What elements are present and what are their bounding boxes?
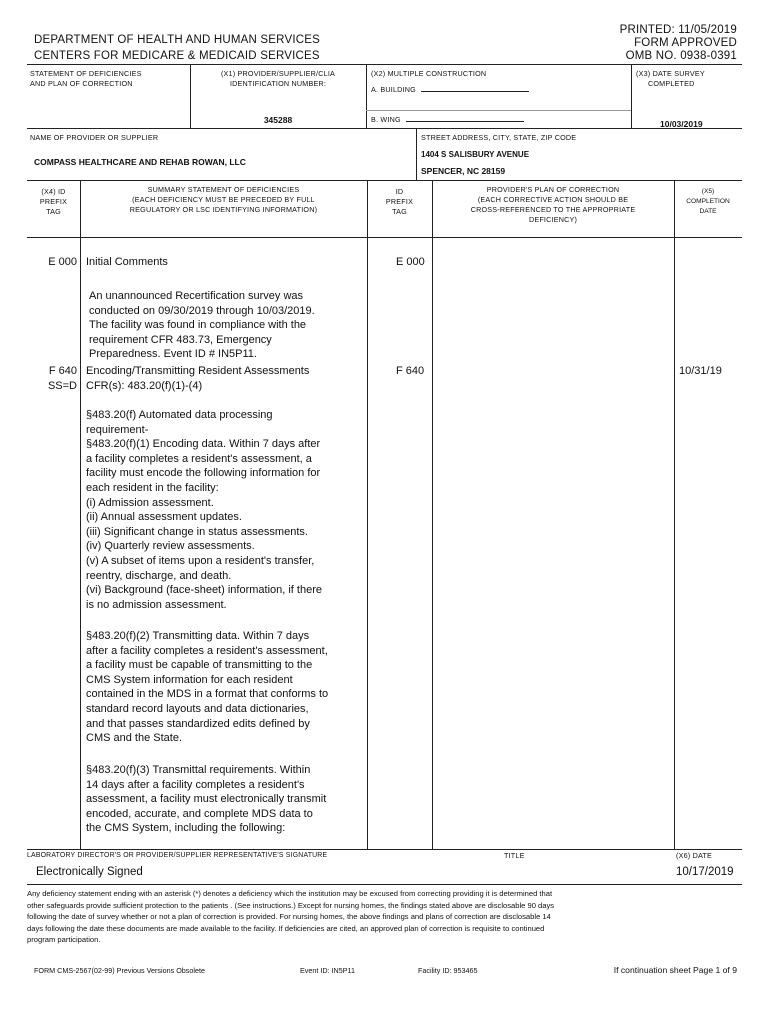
x3-label: (X3) DATE SURVEY COMPLETED: [636, 69, 705, 88]
statement-label: STATEMENT OF DEFICIENCIES AND PLAN OF CORRECTION: [30, 69, 142, 88]
provider-name-label: NAME OF PROVIDER OR SUPPLIER: [30, 133, 159, 142]
cms-title: CENTERS FOR MEDICARE & MEDICAID SERVICES: [34, 50, 320, 62]
e000-tag: E 000: [48, 256, 77, 268]
summary-header: SUMMARY STATEMENT OF DEFICIENCIES (EACH DEFICIENCY MUST BE PRECEDED BY FULL REGULATORY OR LSC IDENTIFYING INFORMATION): [129, 185, 318, 214]
regulation-paragraph-3: §483.20(f)(3) Transmittal requirements. Within 14 days after a facility completes a resident's assessment, a facility must electronically transmit encoded, accurate, and complete MDS data to the CMS System, including the following:: [86, 764, 327, 835]
printed-date: PRINTED: 11/05/2019: [619, 24, 737, 36]
facility-id: Facility ID: 953465: [418, 966, 478, 975]
form-approved: FORM APPROVED: [634, 37, 737, 49]
f640-scope-severity: SS=D: [47, 380, 77, 392]
signature-value: Electronically Signed: [36, 866, 143, 878]
building-field: A. BUILDING: [371, 84, 529, 95]
signature-date: 10/17/2019: [676, 866, 734, 878]
address-label: STREET ADDRESS, CITY, STATE, ZIP CODE: [421, 133, 577, 142]
f640-title: Encoding/Transmitting Resident Assessments CFR(s): 483.20(f)(1)-(4): [86, 365, 310, 392]
e000-tag-right: E 000: [396, 256, 425, 268]
regulation-paragraph-2: §483.20(f)(2) Transmitting data. Within 7 days after a facility completes a resident's assessment, a facility must be capable of transmitting to the CMS System information for each resident contained in the MDS in a format that conforms to standard record layouts and data dictionaries, and that passes standardized edits defined by CMS and the State.: [86, 630, 329, 745]
regulation-paragraph-1: §483.20(f) Automated data processing requirement- §483.20(f)(1) Encoding data. Within 7 days after a facility completes a resident's assessment, a facility must encode the following information for each resident in the facility: (i) Admission assessment. (ii) Annual assessment updates. (iii) Significant change in status assessments. (iv) Quarterly review assessments. (v) A subset of items upon a resident's transfer, reentry, discharge, and death. (vi) Background (face-sheet) information, if there is no admission assessment.: [86, 409, 322, 611]
page-number: If continuation sheet Page 1 of 9: [613, 965, 737, 975]
survey-completed-date: 10/03/2019: [660, 119, 703, 129]
title-label: TITLE: [504, 851, 525, 860]
plan-header: PROVIDER'S PLAN OF CORRECTION (EACH CORRECTIVE ACTION SHOULD BE CROSS-REFERENCED TO THE APPROPRIATE DEFICIENCY): [470, 185, 636, 224]
x2-label: (X2) MULTIPLE CONSTRUCTION: [371, 69, 487, 78]
x4-header: (X4) ID PREFIX TAG: [39, 187, 68, 216]
signature-label: LABORATORY DIRECTOR'S OR PROVIDER/SUPPLIER REPRESENTATIVE'S SIGNATURE: [27, 852, 328, 859]
x1-label: (X1) PROVIDER/SUPPLIER/CLIA IDENTIFICATION NUMBER:: [220, 69, 336, 88]
x1-id-number: 345288: [263, 115, 293, 125]
completion-date-header: (X5) COMPLETION DATE: [686, 188, 730, 215]
city-state-zip: SPENCER, NC 28159: [421, 166, 506, 176]
signature-date-label: (X6) DATE: [676, 851, 713, 860]
form-number: FORM CMS-2567(02-99) Previous Versions Obsolete: [34, 966, 205, 975]
department-title: DEPARTMENT OF HEALTH AND HUMAN SERVICES: [34, 34, 320, 46]
event-id: Event ID: IN5P11: [300, 966, 355, 975]
e000-title: Initial Comments: [86, 256, 168, 268]
disclaimer-text: Any deficiency statement ending with an asterisk (*) denotes a deficiency which the institution may be excused from correcting providing it is determined that other safeguards provide sufficient protection to the patients . (See instructions.) Except for nursing homes, the findings stated above are disclosable 90 days following the date of survey whether or not a plan of correction is provided. For nursing homes, the above findings and plans of correction are disclosable 14 days following the date these documents are made available to the facility. If deficiencies are cited, an approved plan of correction is requisite to continued program participation.: [27, 889, 555, 945]
id-prefix-header: ID PREFIX TAG: [385, 187, 414, 216]
street-address: 1404 S SALISBURY AVENUE: [421, 150, 530, 159]
f640-completion-date: 10/31/19: [679, 365, 722, 377]
f640-tag-right: F 640: [396, 365, 425, 377]
provider-name: COMPASS HEALTHCARE AND REHAB ROWAN, LLC: [34, 157, 246, 167]
f640-tag: F 640: [48, 365, 77, 377]
wing-field: B. WING: [371, 114, 524, 125]
intro-paragraph: An unannounced Recertification survey was conducted on 09/30/2019 through 10/03/2019. The facility was found in compliance with the requirement CFR 483.73, Emergency Preparedness. Event ID # IN5P11.: [89, 290, 315, 361]
omb-number: OMB NO. 0938-0391: [625, 50, 737, 62]
